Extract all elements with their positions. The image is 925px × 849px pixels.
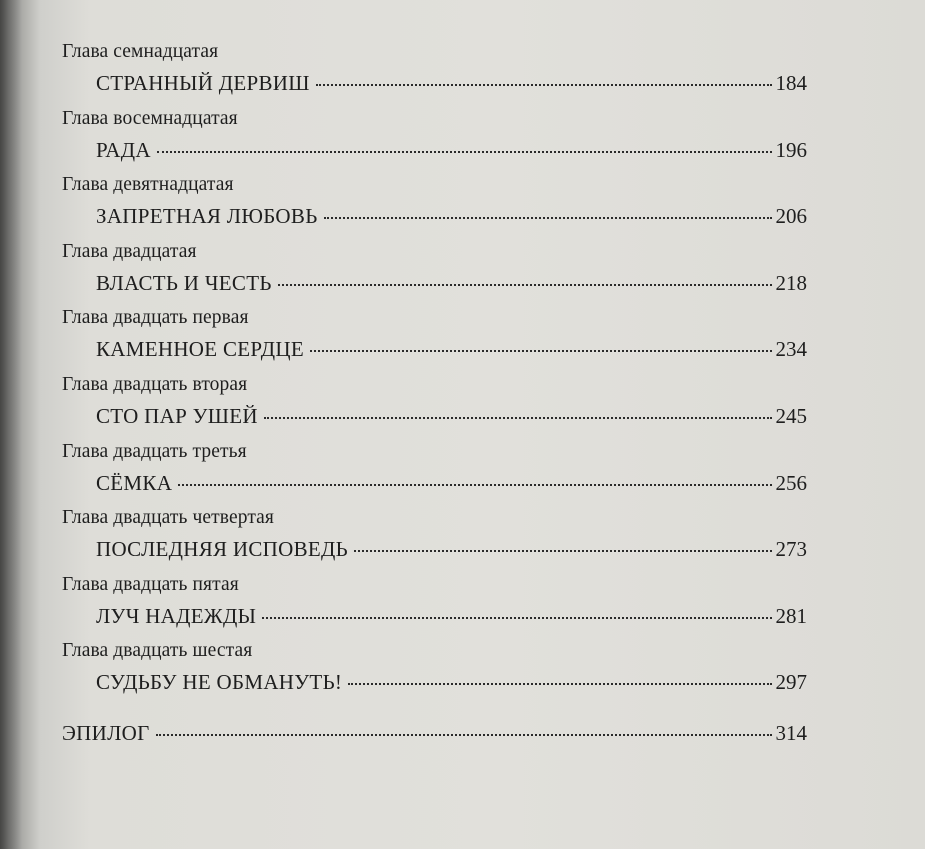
chapter-title-row <box>96 203 807 229</box>
page-number: 196 <box>775 137 807 162</box>
chapter-title-row <box>96 470 807 496</box>
chapter-title: РАДА <box>96 137 151 162</box>
page-number: 218 <box>775 270 807 295</box>
toc-entry <box>62 506 807 573</box>
page-number: 206 <box>775 204 807 229</box>
chapter-label: Глава двадцатая <box>62 240 197 262</box>
chapter-label: Глава восемнадцатая <box>62 107 238 129</box>
toc-entry <box>62 240 807 307</box>
chapter-title: ЗАПРЕТНАЯ ЛЮБОВЬ <box>96 204 318 229</box>
toc-entry <box>62 373 807 440</box>
chapter-label: Глава семнадцатая <box>62 41 219 62</box>
chapter-label: Глава двадцать третья <box>62 440 247 462</box>
toc-entry <box>62 107 807 174</box>
dot-leader <box>262 617 771 619</box>
dot-leader <box>278 284 772 286</box>
table-of-contents <box>62 40 807 745</box>
toc-entry <box>62 40 807 107</box>
chapter-title-row <box>96 603 807 629</box>
chapter-title-row <box>96 137 807 163</box>
chapter-title: КАМЕННОЕ СЕРДЦЕ <box>96 337 304 362</box>
chapter-title-row <box>96 536 807 562</box>
page-number: 314 <box>775 721 807 745</box>
toc-entry <box>62 306 807 373</box>
page-number: 297 <box>775 670 807 695</box>
chapter-label: Глава двадцать вторая <box>62 373 248 395</box>
chapter-title: ПОСЛЕДНЯЯ ИСПОВЕДЬ <box>96 537 349 562</box>
toc-entry <box>62 573 807 640</box>
dot-leader <box>354 550 771 552</box>
chapter-title-row <box>96 70 807 96</box>
page-number: 273 <box>775 537 807 562</box>
dot-leader <box>324 217 772 219</box>
chapter-label: Глава двадцать первая <box>62 307 249 329</box>
book-spine-shadow <box>0 0 22 849</box>
dot-leader <box>264 417 772 419</box>
dot-leader <box>348 683 771 685</box>
epilogue-title: ЭПИЛОГ <box>62 721 150 745</box>
chapter-title: СТРАННЫЙ ДЕРВИШ <box>96 71 310 95</box>
page-number: 245 <box>775 403 807 428</box>
chapter-title-row <box>96 270 807 296</box>
chapter-label: Глава девятнадцатая <box>62 174 234 196</box>
chapter-title: СЁМКА <box>96 470 173 495</box>
dot-leader <box>310 350 772 352</box>
toc-entry <box>62 440 807 507</box>
chapter-title: СУДЬБУ НЕ ОБМАНУТЬ! <box>96 670 343 695</box>
chapter-title-row <box>96 336 807 362</box>
chapter-title-row <box>96 669 807 695</box>
chapter-title: ВЛАСТЬ И ЧЕСТЬ <box>96 270 272 295</box>
page-number: 184 <box>775 71 807 95</box>
dot-leader <box>178 484 771 486</box>
dot-leader <box>316 84 772 86</box>
chapter-label: Глава двадцать шестая <box>62 640 253 662</box>
chapter-title-row <box>96 403 807 429</box>
chapter-title: ЛУЧ НАДЕЖДЫ <box>96 603 257 628</box>
dot-leader <box>156 734 772 736</box>
chapter-label: Глава двадцать пятая <box>62 573 239 595</box>
chapter-title: СТО ПАР УШЕЙ <box>96 403 258 428</box>
page-number: 234 <box>775 337 807 362</box>
dot-leader <box>157 151 772 153</box>
toc-entry <box>62 173 807 240</box>
page-number: 256 <box>775 470 807 495</box>
epilogue-entry <box>62 720 807 746</box>
chapter-label: Глава двадцать четвертая <box>62 507 275 529</box>
toc-entry <box>62 639 807 706</box>
page-number: 281 <box>775 603 807 628</box>
